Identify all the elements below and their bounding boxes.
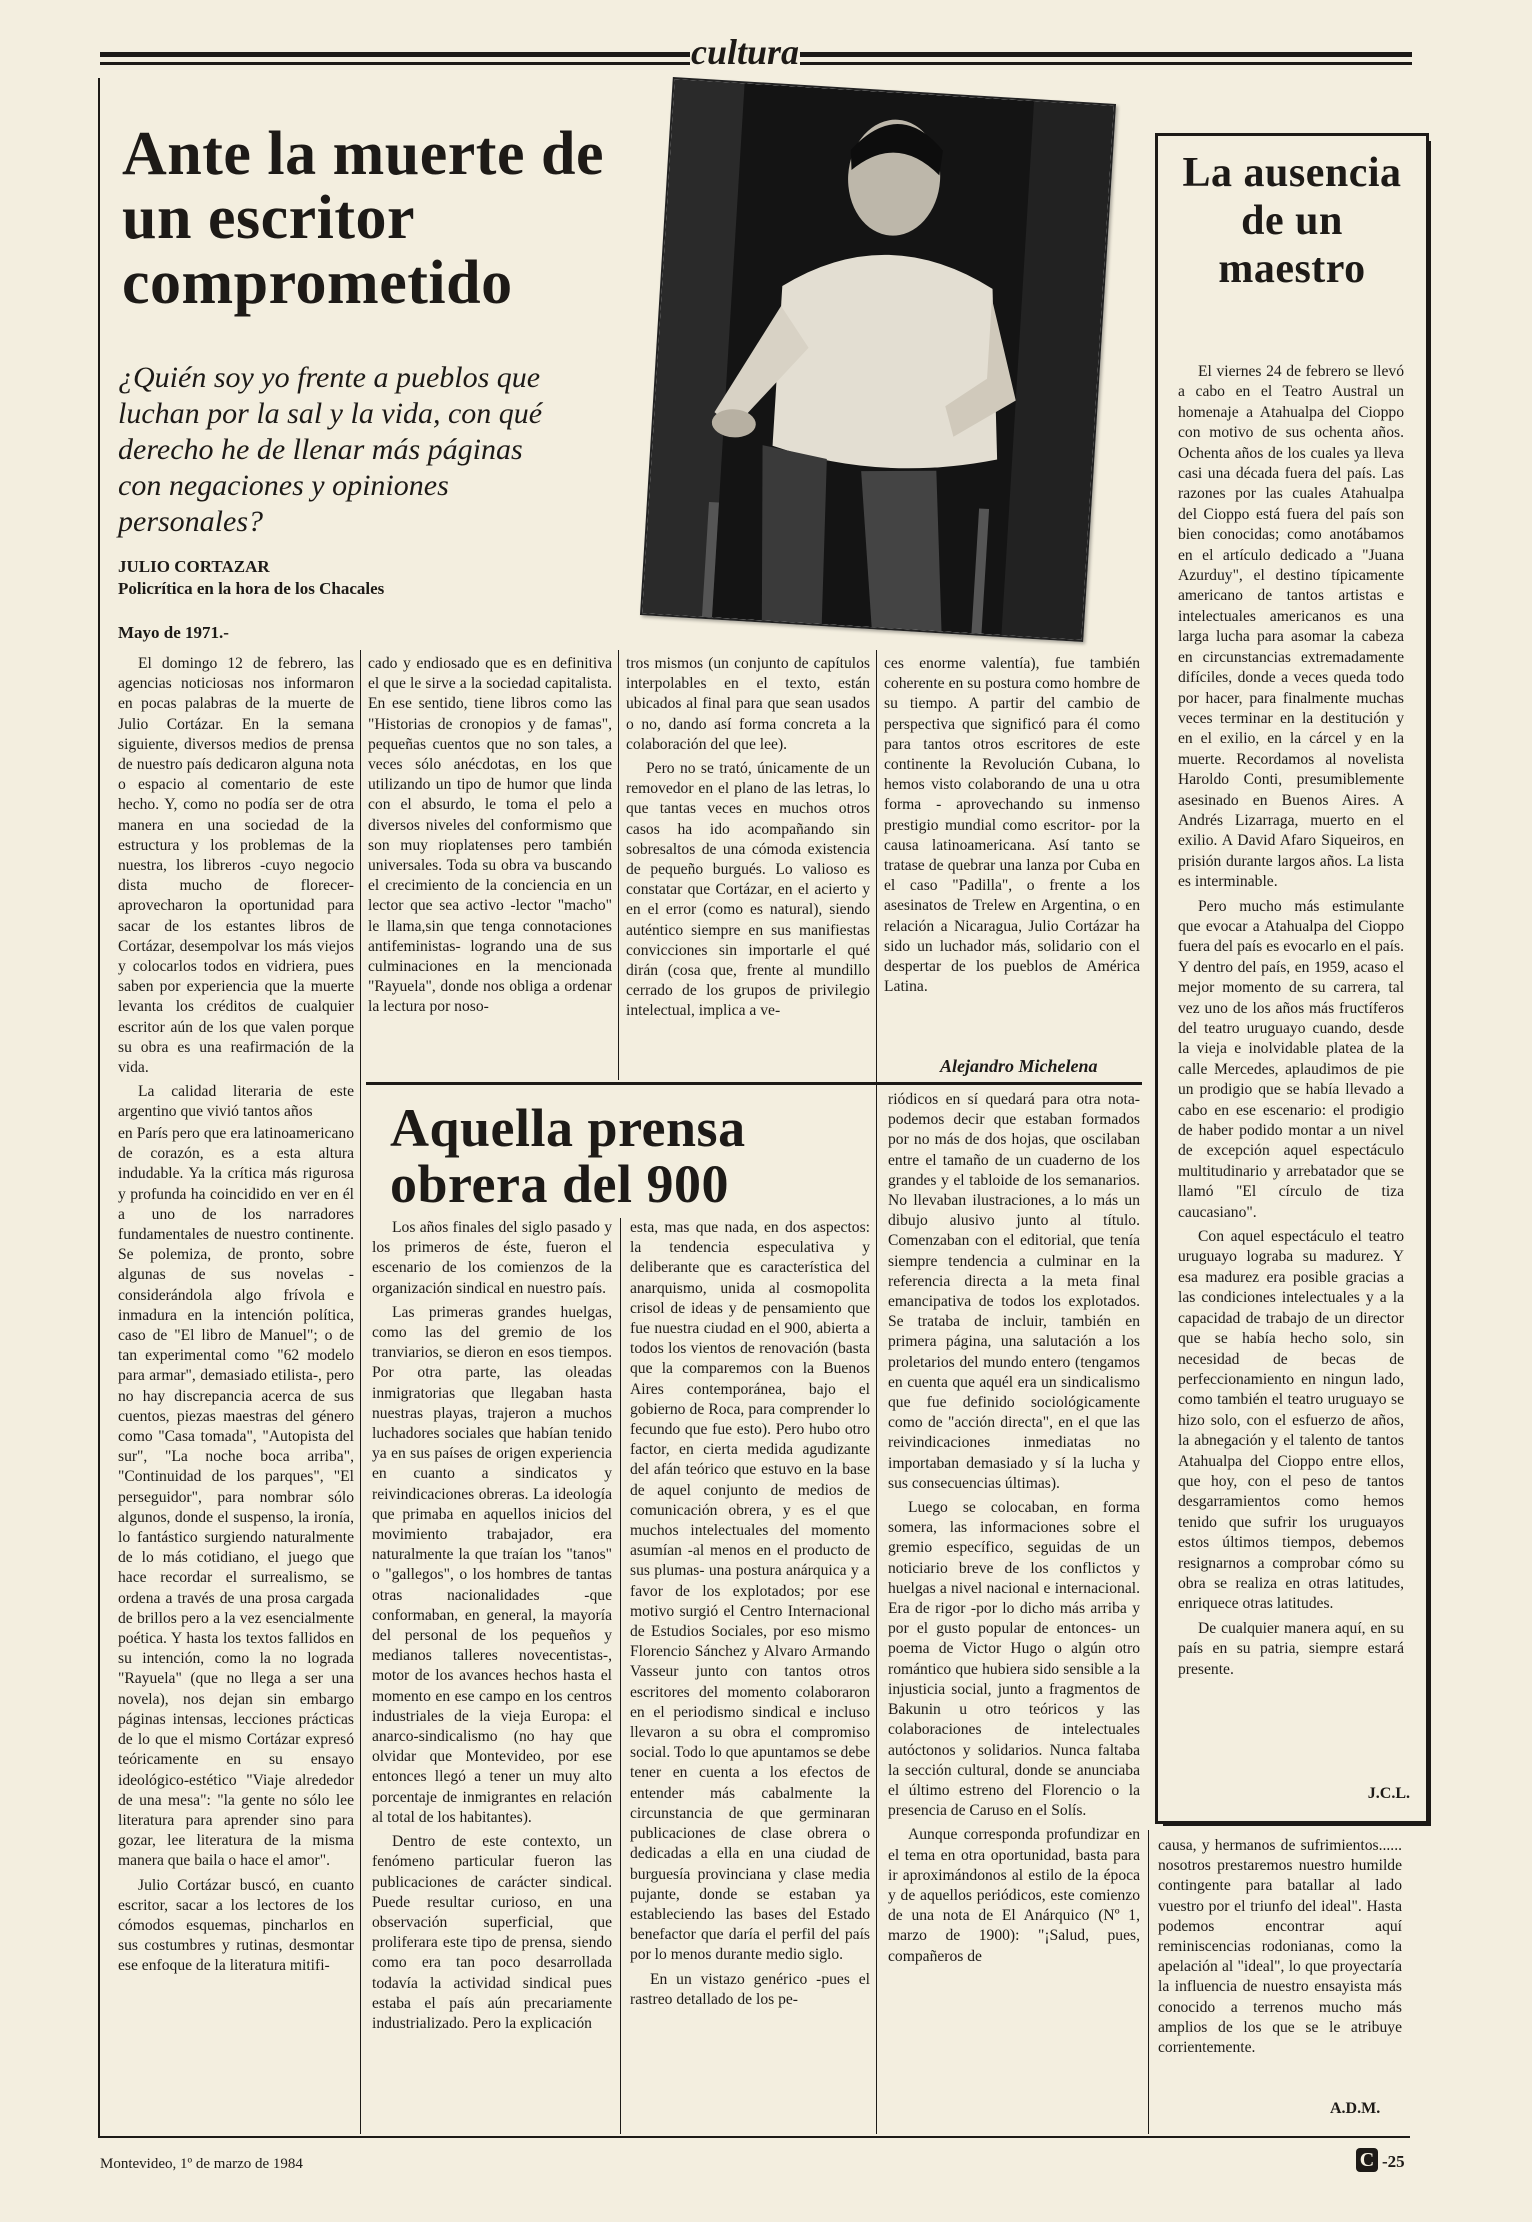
article1-title: Ante la muerte de un escritor comprometido (122, 120, 604, 317)
sidebar-paragraph: De cualquier manera aquí, en su país en su patria, siempre estará presente. (1178, 1619, 1404, 1678)
article1-paragraph: cado y endiosado que es en definitiva el que le sirve a la sociedad capitalista. En ese sentido, tiene libros como las "Historias de cronopios y de famas", pequeñas cuentos que no son tales, a veces sólo anécdotas, en los que utilizando un tipo de humor que linda con el absurdo, le toma el pelo a diversos niveles del conformismo que son muy rioplatenses pero también universales. Toda su obra va buscando el crecimiento de la conciencia en un lector que sea activo -lector "macho" le llama,sin que tenga connotaciones antifeministas- logrando una de sus culminaciones en la mencionada "Rayuela", donde nos obliga a ordenar la lectura por noso- (368, 655, 612, 1016)
article2-paragraph: Los años finales del siglo pasado y los primeros de éste, fueron el escenario de los comienzos de la organización sindical en nuestro país. (372, 1219, 612, 1297)
article1-column-4 (884, 654, 1140, 1054)
article2-paragraph: esta, mas que nada, en dos aspectos: la tendencia especulativa y deliberante que es característica del anarquismo, unida al cosmopolita crisol de ideas y de pensamiento que fue nuestra ciudad en el 900, abierta a todos los vientos de renovación (basta que la comparemos con la Buenos Aires contemporánea, bajo el gobierno de Roca, para comprender lo fecundo que fue esto). Pero hubo otro factor, en cierta medida agudizante del afán teórico que estuvo en la base de aquel conjunto de medios de comunicación obrera, y es el que muchos intelectuales del momento asumían -al menos en el producto de sus plumas- una postura anárquica y a favor de los explotados; por ese motivo surgió el Centro Internacional de Estudios Sociales, por eso mismo Florencio Sánchez y Alvaro Armando Vasseur junto con tantos otros escritores del momento colaboraron en el periodismo sindical e incluso llevaron a su obra el compromiso social. Todo lo que apuntamos se debe tener en cuenta a los efectos de entender más cabalmente la circunstancia de que germinaran publicaciones de clase obrera o dedicadas a ella en una ciudad de burguesía provinciana y clase media pujante, donde se estaban ya estableciendo las bases del Estado benefactor que daría el perfil del país por lo menos durante medio siglo. (630, 1219, 870, 1964)
section-label: cultura (690, 32, 800, 72)
sidebar-paragraph: El viernes 24 de febrero se llevó a cabo en el Teatro Austral un homenaje a Atahualpa del Cioppo con motivo de sus ochenta años. Ochenta años de los cuales ya lleva casi una década fuera del país. Las razones por las cuales Atahualpa del Cioppo está fuera del país son bien conocidas; como anotábamos en el artículo dedicado a "Juana Azurduy", el destino típicamente americano de tantos artistas e intelectuales americanos es una larga lucha para asomar la cabeza en circunstancias extremadamente difíciles, donde a veces queda todo por hacer, para finalmente muchas veces terminar en la destitución y en el exilio, en la cárcel y en la muerte. Recordamos al novelista Haroldo Conti, presumiblemente asesinado en Buenos Aires. A Andrés Lizarraga, muerto en el exilio. A David Afaro Siqueiros, en prisión durante largos años. La lista es interminable. (1178, 363, 1404, 891)
article2-paragraph: Luego se colocaban, en forma somera, las informaciones sobre el gremio específico, seguidas de un noticiario breve de los conflictos y huelgas a nivel nacional e internacional. Era de rigor -por lo dicho más arriba y por el gusto popular de entonces- un poema de Victor Hugo o algún otro romántico que hubiera sido sensible a la injusticia social, junto a fragmentos de Bakunin u otro teóricos y las colaboraciones de intelectuales autóctonos y solidarios. Nunca faltaba la sección cultural, donde se anunciaba el último estreno del Florencio o la presencia de Caruso en el Solís. (888, 1499, 1140, 1820)
article2-paragraph: En un vistazo genérico -pues el rastreo detallado de los pe- (630, 1970, 870, 2008)
article1-paragraph: La calidad literaria de este argentino que vivió tantos años (118, 1083, 354, 1121)
sidebar-paragraph: Pero mucho más estimulante que evocar a Atahualpa del Cioppo fuera del país es evocarlo en el país. Y dentro del país, en 1959, acaso el mejor momento de su carrera, tal vez uno de los años más fructíferos del teatro uruguayo cuando, desde la vieja e inolvidable platea de la calle Mercedes, aplaudimos de pie un prodigio que se había llevado a cabo en ese escenario: el prodigio de haber podido montar a un nivel de excepción aquel espectáculo multitudinario y arrebatador que se llamó "El círculo de tiza caucasiano". (1178, 897, 1404, 1221)
epigraph-date: Mayo de 1971.- (118, 623, 229, 642)
article1-column-3 (626, 654, 870, 1074)
sidebar-text (1178, 362, 1404, 1762)
article1-column-2 (368, 654, 612, 1074)
sidebar-title: La ausencia de un maestro (1182, 150, 1402, 292)
article1-signature: Alejandro Michelena (940, 1056, 1098, 1076)
epigraph-source: Policrítica en la hora de los Chacales (118, 579, 385, 598)
article1-paragraph: tros mismos (un conjunto de capítulos interpolables en el texto, están ubicados al final para que sean usados o no, dando así forma concreta a la colaboración del que lee). (626, 655, 870, 753)
frame-left-rule (98, 78, 100, 2136)
sidebar-box (1155, 133, 1429, 1824)
article2-paragraph: Las primeras grandes huelgas, como las del gremio de los tranviarios, se dieron en esos tiempos. Por otra parte, las oleadas inmigratorias que llegaban hasta nuestras playas, trajeron a muchos luchadores sociales que habían tenido ya en sus países de origen experiencia en cuanto a sindicatos y reivindicaciones obreras. La ideología que primaba en aquellos inicios del movimiento trabajador, era naturalmente la que traían los "tanos" o "gallegos", o los hombres de tantas otras nacionalidades -que conformaban, en general, la mayoría del personal de los pequeños y medianos talleres novecentistas-, motor de los avances hechos hasta el momento en ese campo en los centros industriales de la vieja Europa: el anarco-sindicalismo (no hay que olvidar que Montevideo, por ese entonces llegó a tener un muy alto porcentaje de inmigrantes en relación al total de los habitantes). (372, 1303, 612, 1826)
frame-bottom-rule (98, 2136, 1410, 2138)
article1-column-1b (118, 1124, 354, 2134)
column-divider-2 (618, 650, 619, 1080)
article1-paragraph: Julio Cortázar buscó, en cuanto escritor, sacar a los lectores de los cómodos esquemas, pincharlos en sus costumbres y rutinas, desmontar ese enfoque de la literatura mitifi- (118, 1876, 354, 1975)
page-number: -25 (1382, 2152, 1405, 2171)
column-divider-3 (876, 650, 877, 2134)
article2-title: Aquella prensa obrera del 900 (390, 1098, 746, 1215)
article1-paragraph: ces enorme valentía), fue también coherente en su postura como hombre de su tiempo. A partir del cambio de perspectiva que significó para él como para tantos otros escritores de este continente la Revolución Cubana, lo hemos visto colaborando de una u otra forma - aprovechando su inmenso prestigio mundial como escritor- por la causa latinoamericana. Así tanto se tratase de quebrar una lanza por Cuba en el caso "Padilla", o frente a los asesinatos de Trelew en Argentina, o en relación a Nicaragua, Julio Cortázar ha sido un luchador más, solidario con el despertar de los pueblos de América Latina. (884, 655, 1140, 996)
article1-paragraph: Pero no se trató, únicamente de un removedor en el plano de las letras, lo que tantas veces en muchos otros casos ha ido acompañando sin sobresaltos de una cómoda existencia de pequeño burgués. Lo valioso es constatar que Cortázar, en el acierto y en el error (como es natural), siendo auténtico siempre en sus manifiestas convicciones sin importarle el qué dirán (cosa que, frente al mundillo cerrado de los grupos de privilegio intelectual, implica a ve- (626, 760, 870, 1020)
article2-paragraph: Aunque corresponda profundizar en el tema en otra oportunidad, basta para ir aproximándonos al estilo de la época y de aquellos periódicos, este comienzo de una nota de El Anárquico (Nº 1, marzo de 1900): "¡Salud, pues, compañeros de (888, 1826, 1140, 1965)
article1-epigraph: ¿Quién soy yo frente a pueblos que luchan por la sal y la vida, con qué derecho he de llenar más páginas con negaciones y opiniones personales? (118, 361, 543, 538)
article1-column-1 (118, 654, 354, 1129)
article2-paragraph: Dentro de este contexto, un fenómeno particular fueron las publicaciones de carácter sindical. Puede resultar curioso, en una observación superficial, que proliferara este tipo de prensa, siendo como era tan poco desarrollada todavía la actividad sindical pues estaba el país aún precariamente industrializado. Pero la explicación (372, 1833, 612, 2032)
column-divider-5 (1148, 1830, 1149, 2134)
article2-paragraph: riódicos en sí quedará para otra nota- podemos decir que estaban formados por no más de dos hojas, que oscilaban entre el tamaño de un cuaderno de los grandes y el tabloide de los semanarios. No llevaban ilustraciones, a lo más un dibujo alusivo junto al título. Comenzaban con el editorial, que tenía siempre tendencia a culminar en la referencia directa a la meta final emancipativa de todos los explotados. Se trataba de incluir, también en primera página, una salutación a los proletarios del mundo entero (tengamos en cuenta que aquél era un sindicalismo que fue definido sociológicamente como de "acción directa", en el que las reivindicaciones inmediatas no importaban demasiado y sí la lucha y sus consecuencias últimas). (888, 1091, 1140, 1492)
article2-signature: A.D.M. (1330, 2100, 1381, 2117)
column-divider-1 (360, 650, 361, 2134)
epigraph-author: JULIO CORTAZAR (118, 557, 270, 576)
article1-paragraph: El domingo 12 de febrero, las agencias noticiosas nos informaron en pocas palabras de la muerte de Julio Cortázar. En la semana siguiente, diversos medios de prensa de nuestro país dedicaron alguna nota o espacio al comentario de este hecho. Y, como no podía ser de otra manera en una sociedad de la estructura y los problemas de la nuestra, los libreros -cuyo negocio dista mucho de florecer- aprovecharon la oportunidad para sacar de los estantes libros de Cortázar, desempolvar los más viejos y colocarlos todos en vidriera, pues saben por experiencia que la muerte levanta los créditos de cualquier escritor aún de los que valen porque su obra es una reafirmación de la vida. (118, 655, 354, 1077)
column-divider-4 (620, 1218, 621, 2134)
article2-column-2 (630, 1218, 870, 2134)
footer-place-date: Montevideo, 1º de marzo de 1984 (100, 2156, 303, 2172)
article2-column-3 (888, 1090, 1140, 2134)
footer-logo: C (1356, 2148, 1378, 2172)
sidebar-signature: J.C.L. (1367, 1785, 1410, 1802)
article1-paragraph: en París pero que era latinoamericano de corazón, es a esta altura indudable. Ya la crítica más rigurosa y profunda ha coincidido en ver en él a uno de los narradores fundamentales de nuestro continente. Se polemiza, de pronto, sobre algunas de sus novelas - considerándola algo frívola e inmadura en la intención política, caso de "El libro de Manuel"; o de tan experimental como "62 modelo para armar", demasiado etilista-, pero no hay discrepancia acerca de sus cuentos, piezas maestras del género como "Casa tomada", "Autopista del sur", "La noche boca arriba", "Continuidad de los parques", "El perseguidor", para nombrar sólo algunos, donde el suspenso, la ironía, lo fantástico surgiendo naturalmente de lo más cotidiano, el juego que hace recordar el surrealismo, se ordena a través de una prosa cargada de brillos pero a la vez esencialmente poética. Y hasta los textos fallidos en su intención, como la no lograda "Rayuela" (que no llega a ser una novela), nos dejan sin embargo páginas intensas, lecciones prácticas de lo que el mismo Cortázar expresó teóricamente en su ensayo ideológico-estético "Viaje alrededor de una mesa": "la gente no sólo lee literatura para aprender sino para gozar, lee literatura de la misma manera que baila o hace el amor". (118, 1125, 354, 1870)
sidebar-paragraph: Con aquel espectáculo el teatro uruguayo lograba su madurez. Y esa madurez era posible gracias a las condiciones intelectuales y a la capacidad de trabajo de un director que se había hecho solo, sin necesidad de becas de perfeccionamiento en ningun lado, como también el teatro uruguayo se hizo solo, con el esfuerzo de años, la abnegación y el talento de tantos Atahualpa del Cioppo entre ellos, que hoy, con el peso de tantos desgarramientos como hemos tenido que sufrir los uruguayos estos últimos tiempos, debemos resignarnos a comprobar cómo su obra se realiza en otras latitudes, enriquece otras latitudes. (1178, 1228, 1404, 1613)
cortazar-photo (640, 77, 1116, 642)
article1-divider (366, 1082, 1142, 1085)
article2-paragraph: causa, y hermanos de sufrimientos...... nosotros prestaremos nuestro humilde contingente para batallar al lado vuestro por el triunfo del ideal". Hasta podemos encontrar aquí reminiscencias rodonianas, como la apelación al "ideal", lo que proyectaría la influencia de nuestro ensayista más conocido a terrenos mucho más amplios de los que se le atribuye corrientemente. (1158, 1837, 1402, 2057)
article2-column-1 (372, 1218, 612, 2134)
article2-column-4 (1158, 1836, 1402, 2086)
